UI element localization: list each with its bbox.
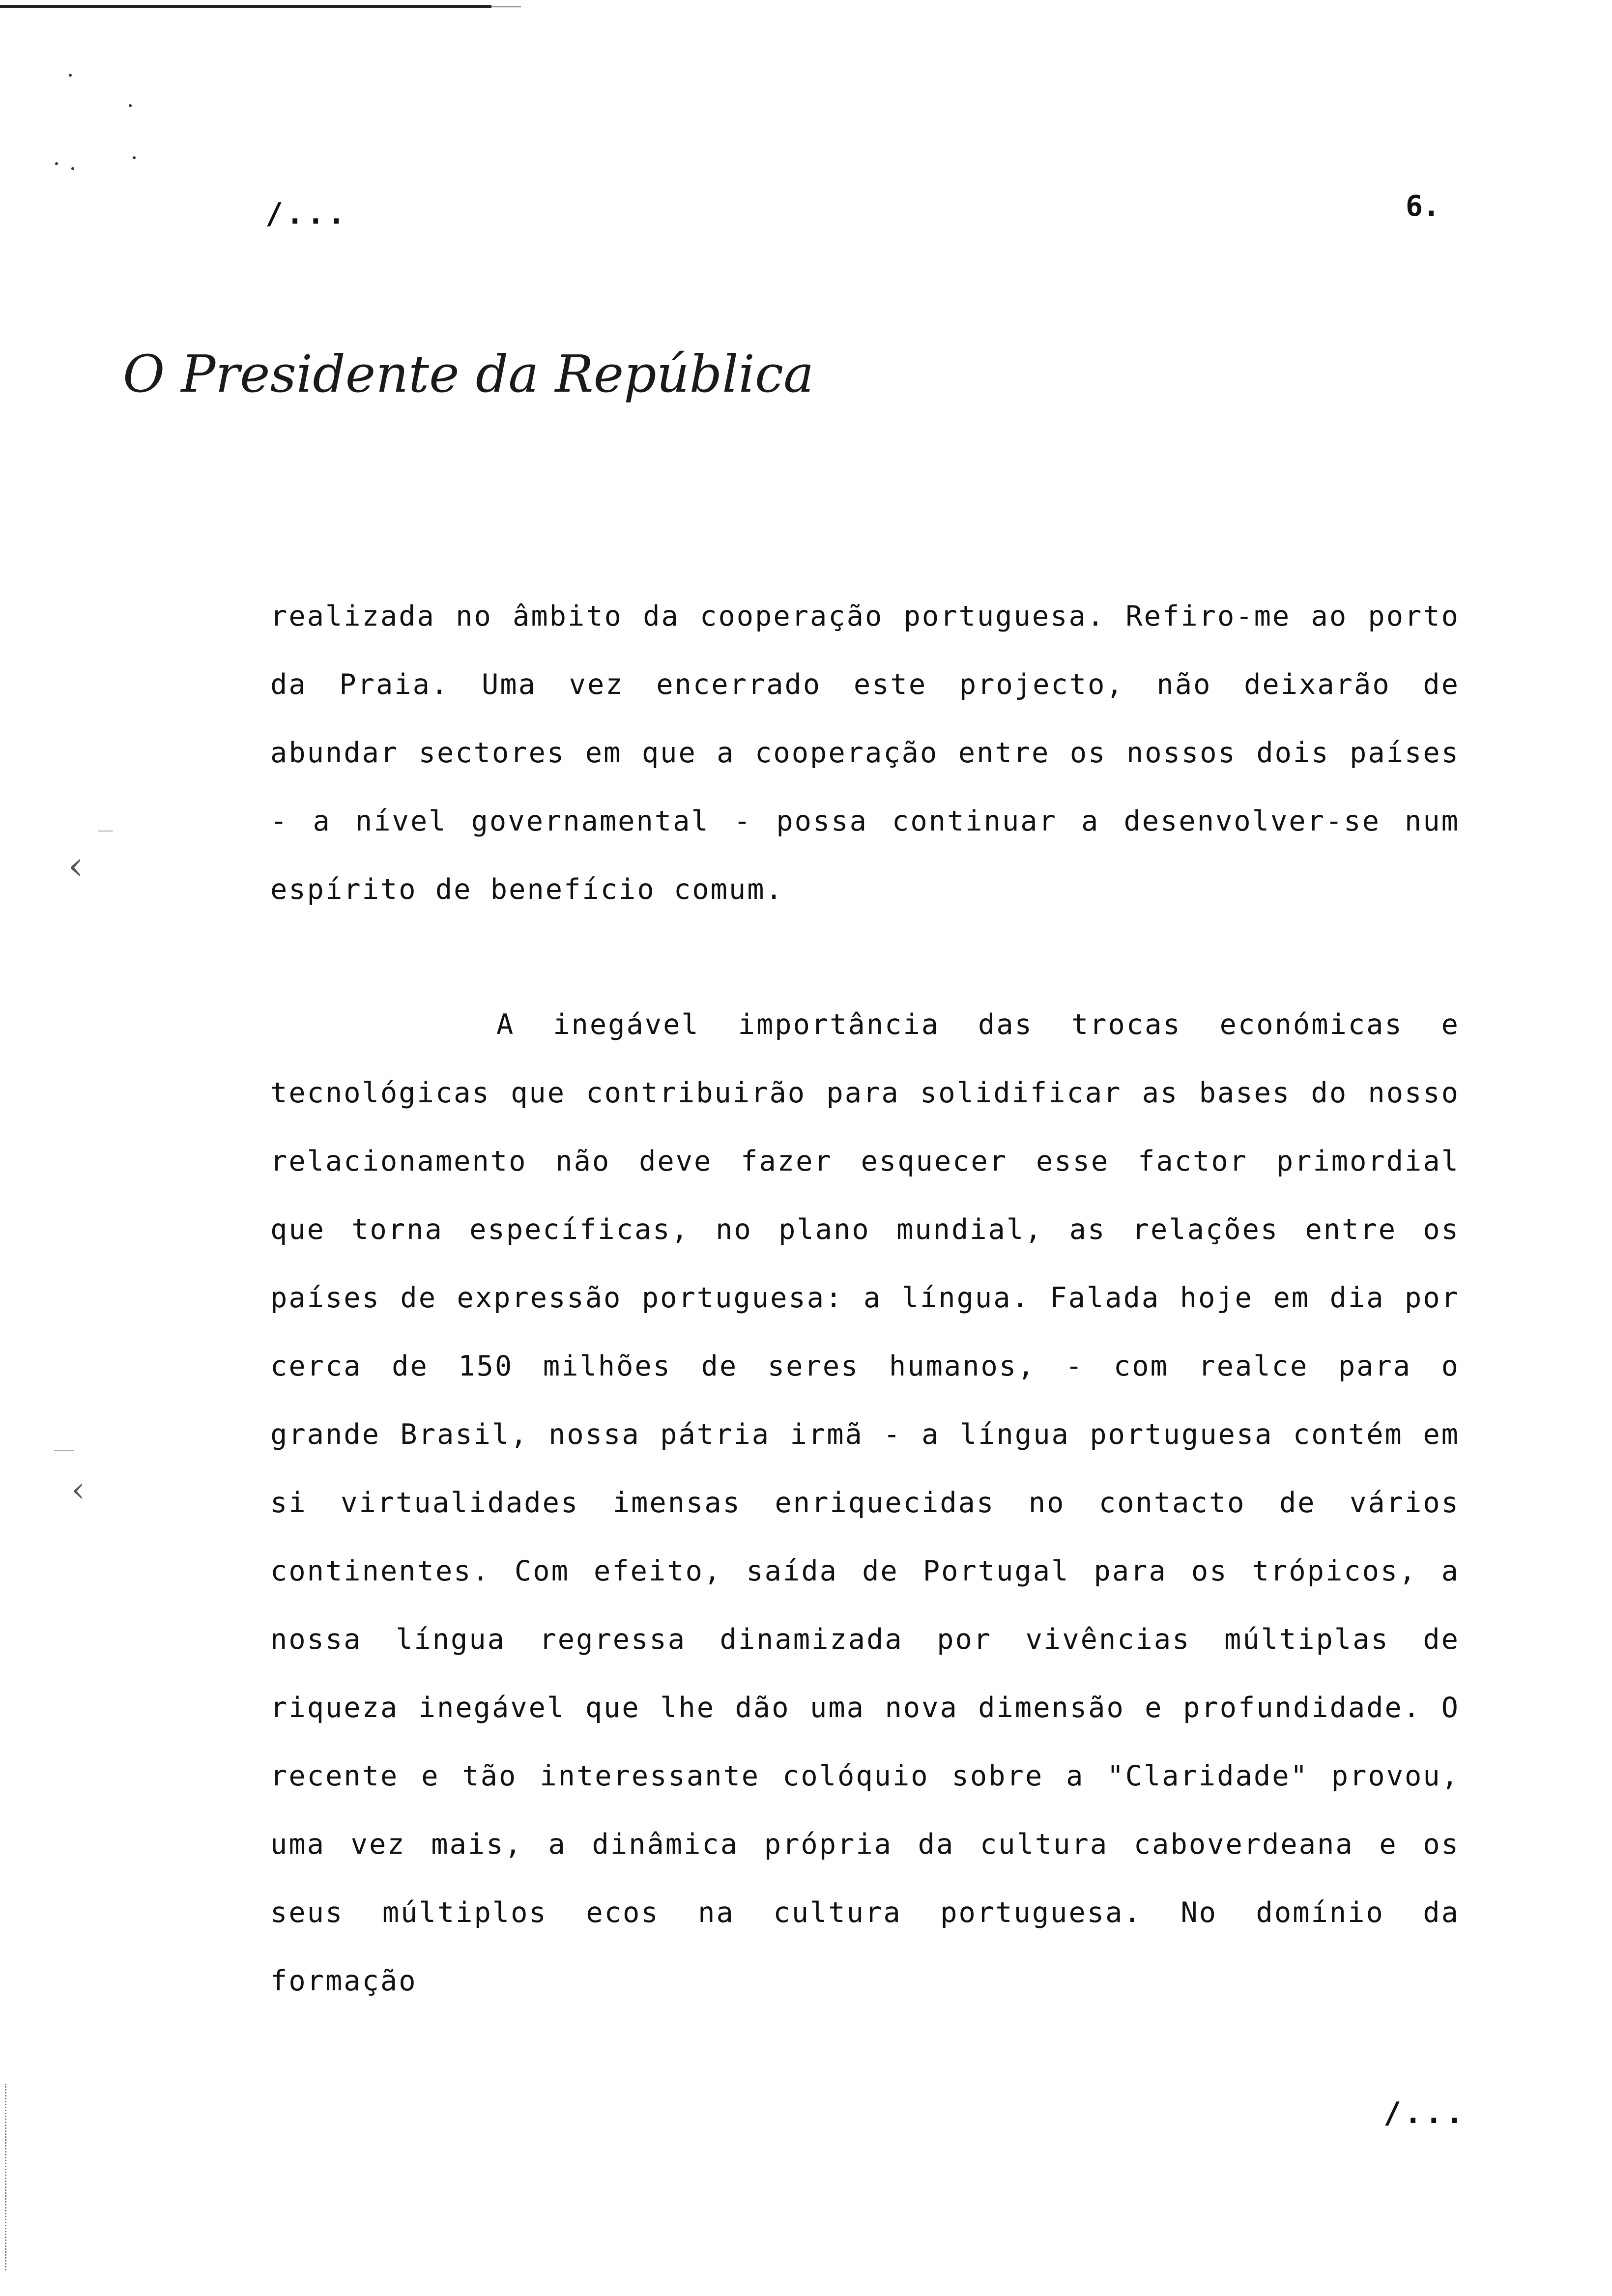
body-paragraph-1: realizada no âmbito da cooperação portuguesa. Refiro-me ao porto da Praia. Uma vez encerrado este projecto, não deixarão de abundar sectores em que a cooperação entre os nossos dois países - a nível governamental - possa continuar a desenvolver-se num espírito de benefício comum. [270,600,1460,906]
continuation-marker-bottom: /... [1383,2096,1467,2130]
scan-margin-mark: ‹ [68,843,84,889]
scan-speck [55,162,58,165]
scan-margin-dash [54,1450,74,1451]
scan-speck [129,104,132,107]
scan-edge-dots [5,2084,26,2270]
page-number: 6. [1406,189,1440,223]
scan-speck [69,74,72,77]
scan-speck [71,167,74,170]
letterhead-title: O Presidente da República [123,344,814,404]
scan-top-rule [0,5,491,8]
scan-margin-mark: ‹ [71,1469,85,1510]
continuation-marker-top: /... [265,197,348,231]
scan-speck [133,156,136,159]
scan-top-rule-fade [491,6,521,7]
body-paragraph-2: A inegável importância das trocas económicas e tecnológicas que contribuirão para solidificar as bases do nosso relacionamento não deve fazer esquecer esse factor primordial que torna específicas, no plano mundial, as relações entre os países de expressão portuguesa: a língua. Falada hoje em dia por cerca de 150 milhões de seres humanos, - com realce para o grande Brasil, nossa pátria irmã - a língua portuguesa contém em si virtualidades imensas enriquecidas no contacto de vários continentes. Com efeito, saída de Portugal para os trópicos, a nossa língua regressa dinamizada por vivências múltiplas de riqueza inegável que lhe dão uma nova dimensão e profundidade. O recente e tão interessante colóquio sobre a "Claridade" provou, uma vez mais, a dinâmica própria da cultura caboverdeana e os seus múltiplos ecos na cultura portuguesa. No domínio da formação [270,1008,1460,1997]
scan-margin-dash [98,831,113,832]
